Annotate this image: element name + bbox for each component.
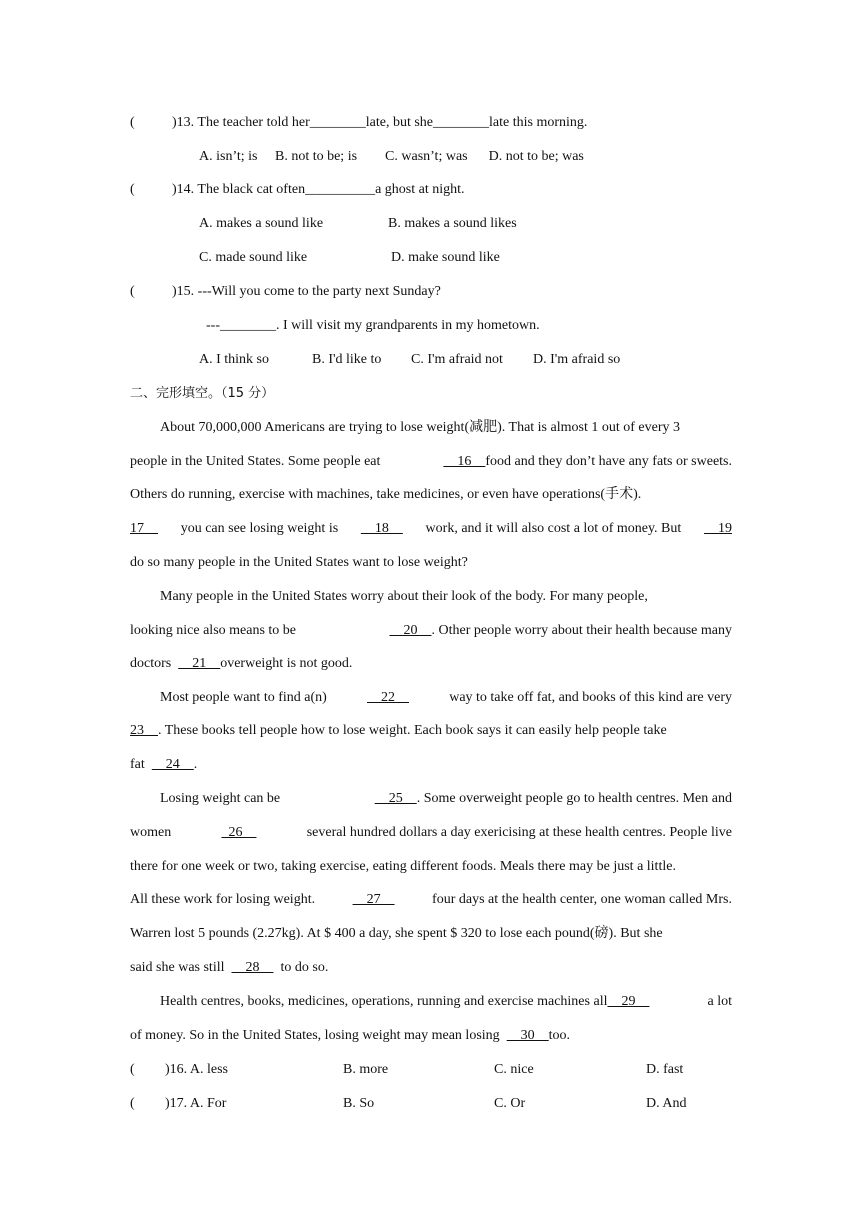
passage-line <box>130 959 328 977</box>
option-b[interactable]: B. I'd like to <box>312 352 382 367</box>
passage-text: four days at the health center, one woman called Mrs. <box>432 892 732 907</box>
passage-text: looking nice also means to be <box>130 623 297 638</box>
blank-18: 18 <box>360 521 403 536</box>
passage-line <box>130 520 732 538</box>
blank-19: 19 <box>703 521 732 536</box>
passage-line <box>130 925 732 943</box>
passage-line <box>130 756 197 774</box>
answer-text: . I will visit my grandparents in my hometown. <box>276 318 540 333</box>
dash-prefix: --- <box>206 318 220 333</box>
question-15 <box>130 283 441 301</box>
option-d[interactable]: D. fast <box>646 1062 684 1077</box>
answer-paren[interactable]: ( <box>130 1096 135 1111</box>
section-title: 二、完形填空。（15 分） <box>130 386 275 401</box>
answer-paren[interactable]: ( <box>130 182 135 197</box>
option-b[interactable]: B. So <box>343 1096 375 1111</box>
passage-text: About 70,000,000 Americans are trying to lose weight(减肥). That is almost 1 out of every 3 <box>160 420 680 435</box>
passage-text: Most people want to find a(n) <box>160 690 327 705</box>
question-text: )15. ---Will you come to the party next Sunday? <box>172 284 441 299</box>
passage-text: All these work for losing weight. <box>130 892 316 907</box>
passage-text: Others do running, exercise with machines, take medicines, or even have operations(手术). <box>130 487 642 502</box>
option-c[interactable]: C. made sound like <box>199 250 308 265</box>
passage-text: Health centres, books, medicines, operations, running and exercise machines all <box>160 994 608 1009</box>
question-text: a ghost at night. <box>375 182 465 197</box>
passage-text: several hundred dollars a day exericising at these health centres. People live <box>306 825 732 840</box>
answer-paren[interactable]: ( <box>130 284 135 299</box>
blank-24: 24 <box>151 757 194 772</box>
question-text: late this morning. <box>489 115 588 130</box>
passage-text: . <box>193 757 198 772</box>
blank-22: 22 <box>367 690 409 705</box>
passage-line <box>130 891 732 909</box>
passage-line: do so many people in the United States want to lose weight? <box>130 555 468 570</box>
blank-16: 16 <box>443 454 486 469</box>
question-13 <box>130 114 587 132</box>
blank-23: 23 <box>130 723 158 738</box>
blank: ________ <box>433 115 490 130</box>
passage-text: overweight is not good. <box>220 656 353 671</box>
blank-17: 17 <box>130 521 158 536</box>
blank-20: 20 <box>389 623 432 638</box>
passage-text: fat <box>130 757 145 772</box>
passage-line <box>130 655 352 673</box>
question-text: late, but she <box>365 115 434 130</box>
blank-29: 29 <box>607 994 650 1009</box>
passage-line <box>160 588 732 606</box>
passage-line <box>160 419 732 437</box>
blank-30: 30 <box>506 1028 549 1043</box>
passage-text: doctors <box>130 656 172 671</box>
blank-28: 28 <box>231 960 274 975</box>
passage-text: Many people in the United States worry about their look of the body. For many people, <box>160 589 648 604</box>
passage-line <box>130 858 732 876</box>
question-17 <box>130 1095 226 1113</box>
blank-25: 25 <box>374 791 417 806</box>
blank: ________ <box>220 318 276 333</box>
blank-21: 21 <box>178 656 221 671</box>
passage-line <box>130 622 732 640</box>
answer-paren[interactable]: ( <box>130 115 135 130</box>
option-b[interactable]: B. makes a sound likes <box>388 216 517 231</box>
option-b[interactable]: B. more <box>343 1062 389 1077</box>
passage-text: . Other people worry about their health because many <box>431 623 732 638</box>
question-text: )14. The black cat often <box>172 182 306 197</box>
passage-text: there for one week or two, taking exercise, eating different foods. Meals there may be just a little. <box>130 859 676 874</box>
question-15-answer <box>206 317 540 335</box>
option-a[interactable]: A. makes a sound like <box>199 216 324 231</box>
passage-line <box>130 722 732 740</box>
passage-line <box>160 689 732 707</box>
option-d[interactable]: D. I'm afraid so <box>533 352 621 367</box>
passage-line <box>130 486 732 504</box>
passage-line <box>130 453 732 471</box>
option-a[interactable]: )17. A. For <box>165 1096 227 1111</box>
question-text: )13. The teacher told her <box>172 115 310 130</box>
passage-text: you can see losing weight is <box>180 521 339 536</box>
passage-text: . These books tell people how to lose weight. Each book says it can easily help people take <box>158 723 667 738</box>
answer-paren[interactable]: ( <box>130 1062 135 1077</box>
option-d[interactable]: D. make sound like <box>391 250 500 265</box>
blank: ________ <box>309 115 366 130</box>
option-c[interactable]: C. Or <box>494 1096 526 1111</box>
passage-text: . Some overweight people go to health centres. Men and <box>416 791 732 806</box>
question-13-options: A. isn’t; is B. not to be; is C. wasn’t; was D. not to be; was <box>199 149 584 164</box>
passage-text: to do so. <box>280 960 329 975</box>
passage-line <box>160 993 732 1011</box>
passage-text: people in the United States. Some people eat <box>130 454 381 469</box>
blank: __________ <box>305 182 376 197</box>
passage-text: work, and it will also cost a lot of money. But <box>425 521 682 536</box>
question-16 <box>130 1061 228 1079</box>
passage-line <box>130 1027 570 1045</box>
passage-line <box>130 824 732 842</box>
blank-26: 26 <box>221 825 257 840</box>
passage-text: Warren lost 5 pounds (2.27kg). At $ 400 a day, she spent $ 320 to lose each pound(磅). But she <box>130 926 663 941</box>
option-c[interactable]: C. nice <box>494 1062 534 1077</box>
question-14 <box>130 181 465 199</box>
option-c[interactable]: C. I'm afraid not <box>411 352 503 367</box>
passage-line <box>160 790 732 808</box>
passage-text: said she was still <box>130 960 225 975</box>
passage-text: of money. So in the United States, losing weight may mean losing <box>130 1028 500 1043</box>
option-d[interactable]: D. And <box>646 1096 687 1111</box>
passage-text: food and they don’t have any fats or sweets. <box>485 454 732 469</box>
passage-text: a lot <box>707 994 732 1009</box>
passage-text: women <box>130 825 172 840</box>
option-a[interactable]: A. I think so <box>199 352 269 367</box>
passage-text: Losing weight can be <box>160 791 281 806</box>
blank-27: 27 <box>352 892 395 907</box>
option-a[interactable]: )16. A. less <box>165 1062 228 1077</box>
passage-text: too. <box>548 1028 571 1043</box>
passage-text: way to take off fat, and books of this kind are very <box>449 690 732 705</box>
